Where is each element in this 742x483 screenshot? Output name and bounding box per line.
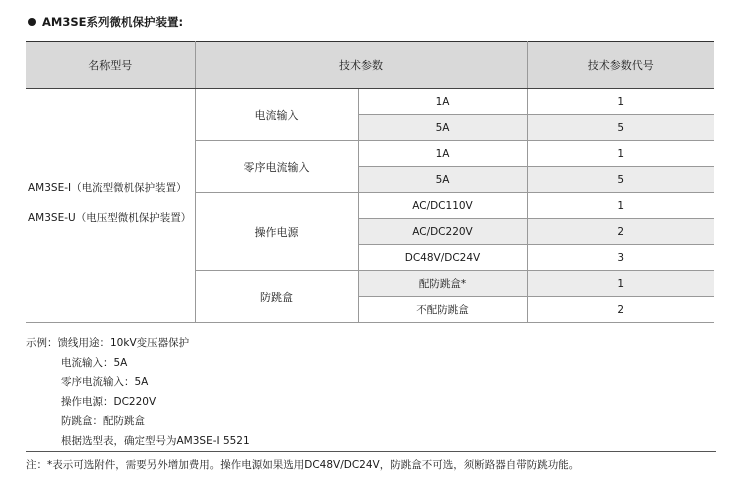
param-code: 2	[527, 219, 714, 245]
example-line: 操作电源：DC220V	[61, 395, 157, 408]
example-line: 防跳盒：配防跳盒	[61, 415, 145, 428]
param-value: 配防跳盒*	[358, 271, 527, 297]
footnote: 注：*表示可选附件，需要另外增加费用。操作电源如果选用DC48V/DC24V，防跳盒不可选，须断路器自带防跳功能。	[26, 459, 580, 471]
group-name: 操作电源	[195, 193, 358, 271]
param-value: 5A	[358, 167, 527, 193]
model-name: AM3SE-U（电压型微机保护装置）	[28, 211, 192, 224]
example-line: 电流输入：5A	[61, 356, 128, 369]
example-line: 零序电流输入：5A	[61, 376, 149, 389]
group-name: 防跳盒	[195, 271, 358, 323]
example-line: 根据选型表，确定型号为AM3SE-I 5521	[61, 434, 250, 447]
table-row	[26, 89, 714, 115]
param-value: AC/DC110V	[358, 193, 527, 219]
section-title: AM3SE系列微机保护装置:	[42, 15, 184, 29]
param-code: 5	[527, 167, 714, 193]
note-divider	[26, 451, 716, 452]
param-value: AC/DC220V	[358, 219, 527, 245]
model-name: AM3SE-I（电流型微机保护装置）	[28, 181, 187, 194]
section-heading	[28, 14, 183, 30]
model-cell	[26, 89, 195, 323]
header-row	[26, 42, 714, 89]
param-code: 1	[527, 141, 714, 167]
header-model: 名称型号	[26, 42, 195, 89]
param-value: 5A	[358, 115, 527, 141]
param-code: 1	[527, 271, 714, 297]
param-value: DC48V/DC24V	[358, 245, 527, 271]
header-code: 技术参数代号	[527, 42, 714, 89]
bullet-icon	[28, 18, 36, 26]
param-code: 1	[527, 193, 714, 219]
group-name: 电流输入	[195, 89, 358, 141]
example-line: 示例：馈线用途：10kV变压器保护	[26, 337, 190, 349]
example-block	[26, 334, 726, 452]
group-name: 零序电流输入	[195, 141, 358, 193]
param-value: 1A	[358, 89, 527, 115]
param-value: 1A	[358, 141, 527, 167]
spec-table	[26, 41, 714, 323]
param-code: 3	[527, 245, 714, 271]
param-code: 5	[527, 115, 714, 141]
param-code: 2	[527, 297, 714, 323]
param-code: 1	[527, 89, 714, 115]
param-value: 不配防跳盒	[358, 297, 527, 323]
header-params: 技术参数	[195, 42, 527, 89]
